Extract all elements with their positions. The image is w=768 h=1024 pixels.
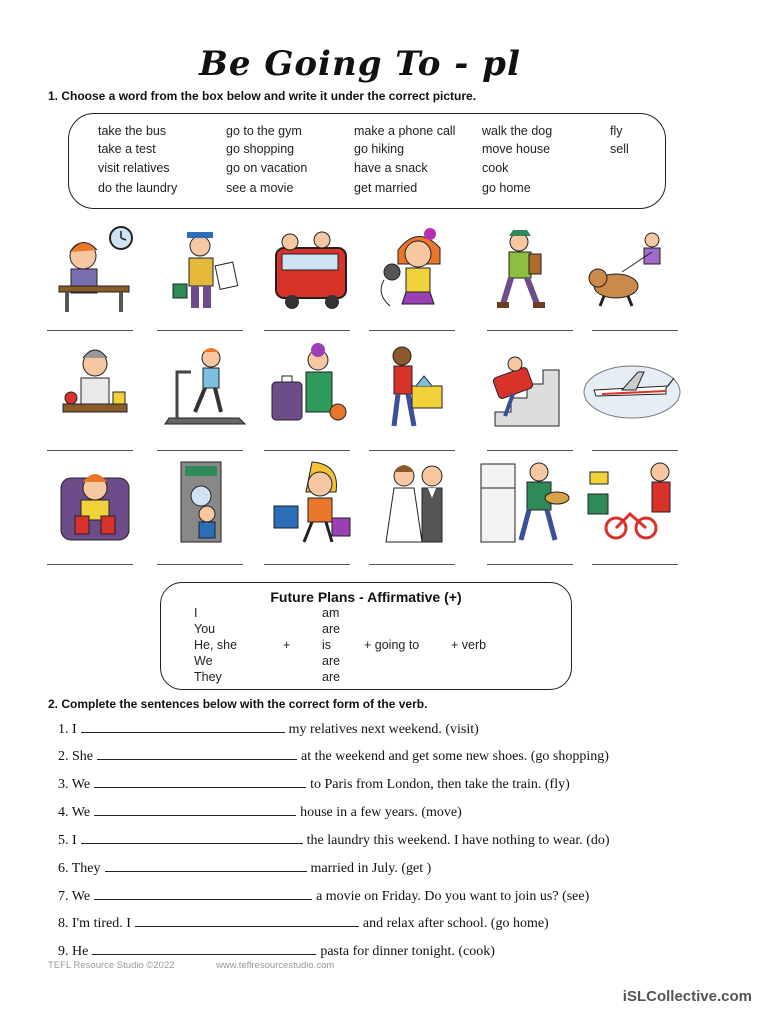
sentence-start: 2. She — [58, 749, 93, 764]
sentence-blank[interactable] — [94, 803, 296, 816]
sentence-end: pasta for dinner tonight. (cook) — [320, 944, 495, 959]
sentence-end: to Paris from London, then take the train. (fly) — [310, 777, 570, 792]
sentence — [58, 914, 549, 932]
word-item: go hiking — [354, 142, 405, 156]
sentence — [58, 803, 462, 821]
sentence-blank[interactable] — [135, 914, 359, 927]
answer-line[interactable] — [592, 564, 678, 565]
sentence-start: 1. I — [58, 722, 77, 737]
sentence-blank[interactable] — [97, 747, 297, 760]
sentence — [58, 831, 610, 849]
sentence-end: house in a few years. (move) — [300, 805, 462, 820]
answer-line[interactable] — [264, 450, 350, 451]
plans-subject: You — [194, 622, 216, 636]
movie-popcorn-picture — [45, 458, 145, 550]
sentence-start: 9. He — [58, 944, 89, 959]
sentence — [58, 942, 495, 960]
bus-passengers-picture — [262, 224, 362, 316]
sentence-blank[interactable] — [105, 859, 307, 872]
word-item: make a phone call — [354, 124, 456, 138]
cook-chef-picture — [45, 342, 145, 434]
sentence — [58, 859, 431, 877]
phone-call-girl-picture — [368, 224, 468, 316]
word-item: go shopping — [226, 142, 295, 156]
future-plans-box — [160, 582, 572, 690]
word-box — [68, 113, 666, 209]
plans-verb-be: are — [322, 622, 341, 636]
section2-instruction: 2. Complete the sentences below with the correct form of the verb. — [48, 697, 428, 711]
sentence-end: a movie on Friday. Do you want to join us? (see) — [316, 889, 590, 904]
sentence-end: married in July. (get ) — [310, 861, 432, 876]
answer-line[interactable] — [264, 564, 350, 565]
plans-subject: We — [194, 654, 213, 668]
sentence-end: and relax after school. (go home) — [362, 916, 549, 931]
fridge-snack-picture — [475, 458, 575, 550]
answer-line[interactable] — [369, 450, 455, 451]
answer-line[interactable] — [487, 564, 573, 565]
plans-verb-be: am — [322, 606, 340, 620]
hiker-picture — [475, 224, 575, 316]
word-item: sell — [610, 142, 629, 156]
plans-verb-be: are — [322, 670, 341, 684]
plans-subject: They — [194, 670, 222, 684]
section1-instruction: 1. Choose a word from the box below and write it under the correct picture. — [48, 89, 477, 103]
sentence-end: my relatives next weekend. (visit) — [288, 722, 479, 737]
answer-line[interactable] — [592, 330, 678, 331]
plans-going-to: + going to — [364, 638, 420, 652]
garage-sale-picture — [582, 458, 682, 550]
answer-line[interactable] — [47, 330, 133, 331]
word-item: fly — [610, 124, 623, 138]
answer-line[interactable] — [157, 564, 243, 565]
tourist-vacation-picture — [155, 224, 255, 316]
sentence-end: at the weekend and get some new shoes. (go shopping) — [301, 749, 609, 764]
sentence-blank[interactable] — [94, 775, 306, 788]
moving-stairs-picture — [475, 342, 575, 434]
sentence — [58, 720, 479, 738]
shopping-man-picture — [368, 342, 468, 434]
word-item: go on vacation — [226, 161, 308, 175]
answer-line[interactable] — [47, 450, 133, 451]
sentence-blank[interactable] — [92, 942, 316, 955]
plans-verb-be: is — [322, 638, 332, 652]
answer-line[interactable] — [47, 564, 133, 565]
footer-copyright: TEFL Resource Studio ©2022 — [48, 960, 175, 971]
grandma-luggage-picture — [262, 342, 362, 434]
worksheet-title: Be Going To - pl — [199, 44, 521, 84]
answer-line[interactable] — [157, 450, 243, 451]
word-item: have a snack — [354, 161, 428, 175]
word-item: walk the dog — [482, 124, 553, 138]
word-item: move house — [482, 142, 551, 156]
dog-walk-picture — [582, 224, 682, 316]
answer-line[interactable] — [369, 330, 455, 331]
answer-line[interactable] — [487, 330, 573, 331]
sentence-start: 4. We — [58, 805, 91, 820]
sentence-start: 6. They — [58, 861, 101, 876]
wedding-couple-picture — [368, 458, 468, 550]
future-plans-title: Future Plans - Affirmative (+) — [270, 589, 462, 605]
student-test-clock-picture — [45, 224, 145, 316]
plans-subject: I — [194, 606, 198, 620]
sentence-start: 5. I — [58, 833, 77, 848]
treadmill-gym-picture — [155, 342, 255, 434]
word-item: cook — [482, 161, 509, 175]
footer-site: www.teflresourcestudio.com — [216, 960, 335, 971]
sentence — [58, 747, 609, 765]
brand-watermark: iSLCollective.com — [622, 988, 752, 1005]
sentence-blank[interactable] — [81, 720, 285, 733]
sentence-start: 8. I'm tired. I — [58, 916, 131, 931]
word-item: take the bus — [98, 124, 167, 138]
answer-line[interactable] — [157, 330, 243, 331]
sentence-blank[interactable] — [81, 831, 303, 844]
word-item: see a movie — [226, 181, 294, 195]
word-item: go to the gym — [226, 124, 302, 138]
sentence — [58, 887, 589, 905]
word-item: do the laundry — [98, 181, 178, 195]
word-item: visit relatives — [98, 161, 170, 175]
airplane-clouds-picture — [582, 342, 682, 434]
answer-line[interactable] — [369, 564, 455, 565]
laundromat-kid-picture — [155, 458, 255, 550]
answer-line[interactable] — [592, 450, 678, 451]
plans-subject: He, she — [194, 638, 238, 652]
answer-line[interactable] — [487, 450, 573, 451]
sentence-start: 3. We — [58, 777, 91, 792]
word-item: take a test — [98, 142, 156, 156]
plans-plus-verb: + verb — [451, 638, 487, 652]
sentence — [58, 775, 570, 793]
answer-line[interactable] — [264, 330, 350, 331]
sentence-blank[interactable] — [94, 887, 312, 900]
plans-plus: + — [283, 638, 291, 652]
sentence-start: 7. We — [58, 889, 91, 904]
word-item: get married — [354, 181, 418, 195]
plans-verb-be: are — [322, 654, 341, 668]
shopping-woman-picture — [262, 458, 362, 550]
sentence-end: the laundry this weekend. I have nothing to wear. (do) — [306, 833, 610, 848]
word-item: go home — [482, 181, 531, 195]
